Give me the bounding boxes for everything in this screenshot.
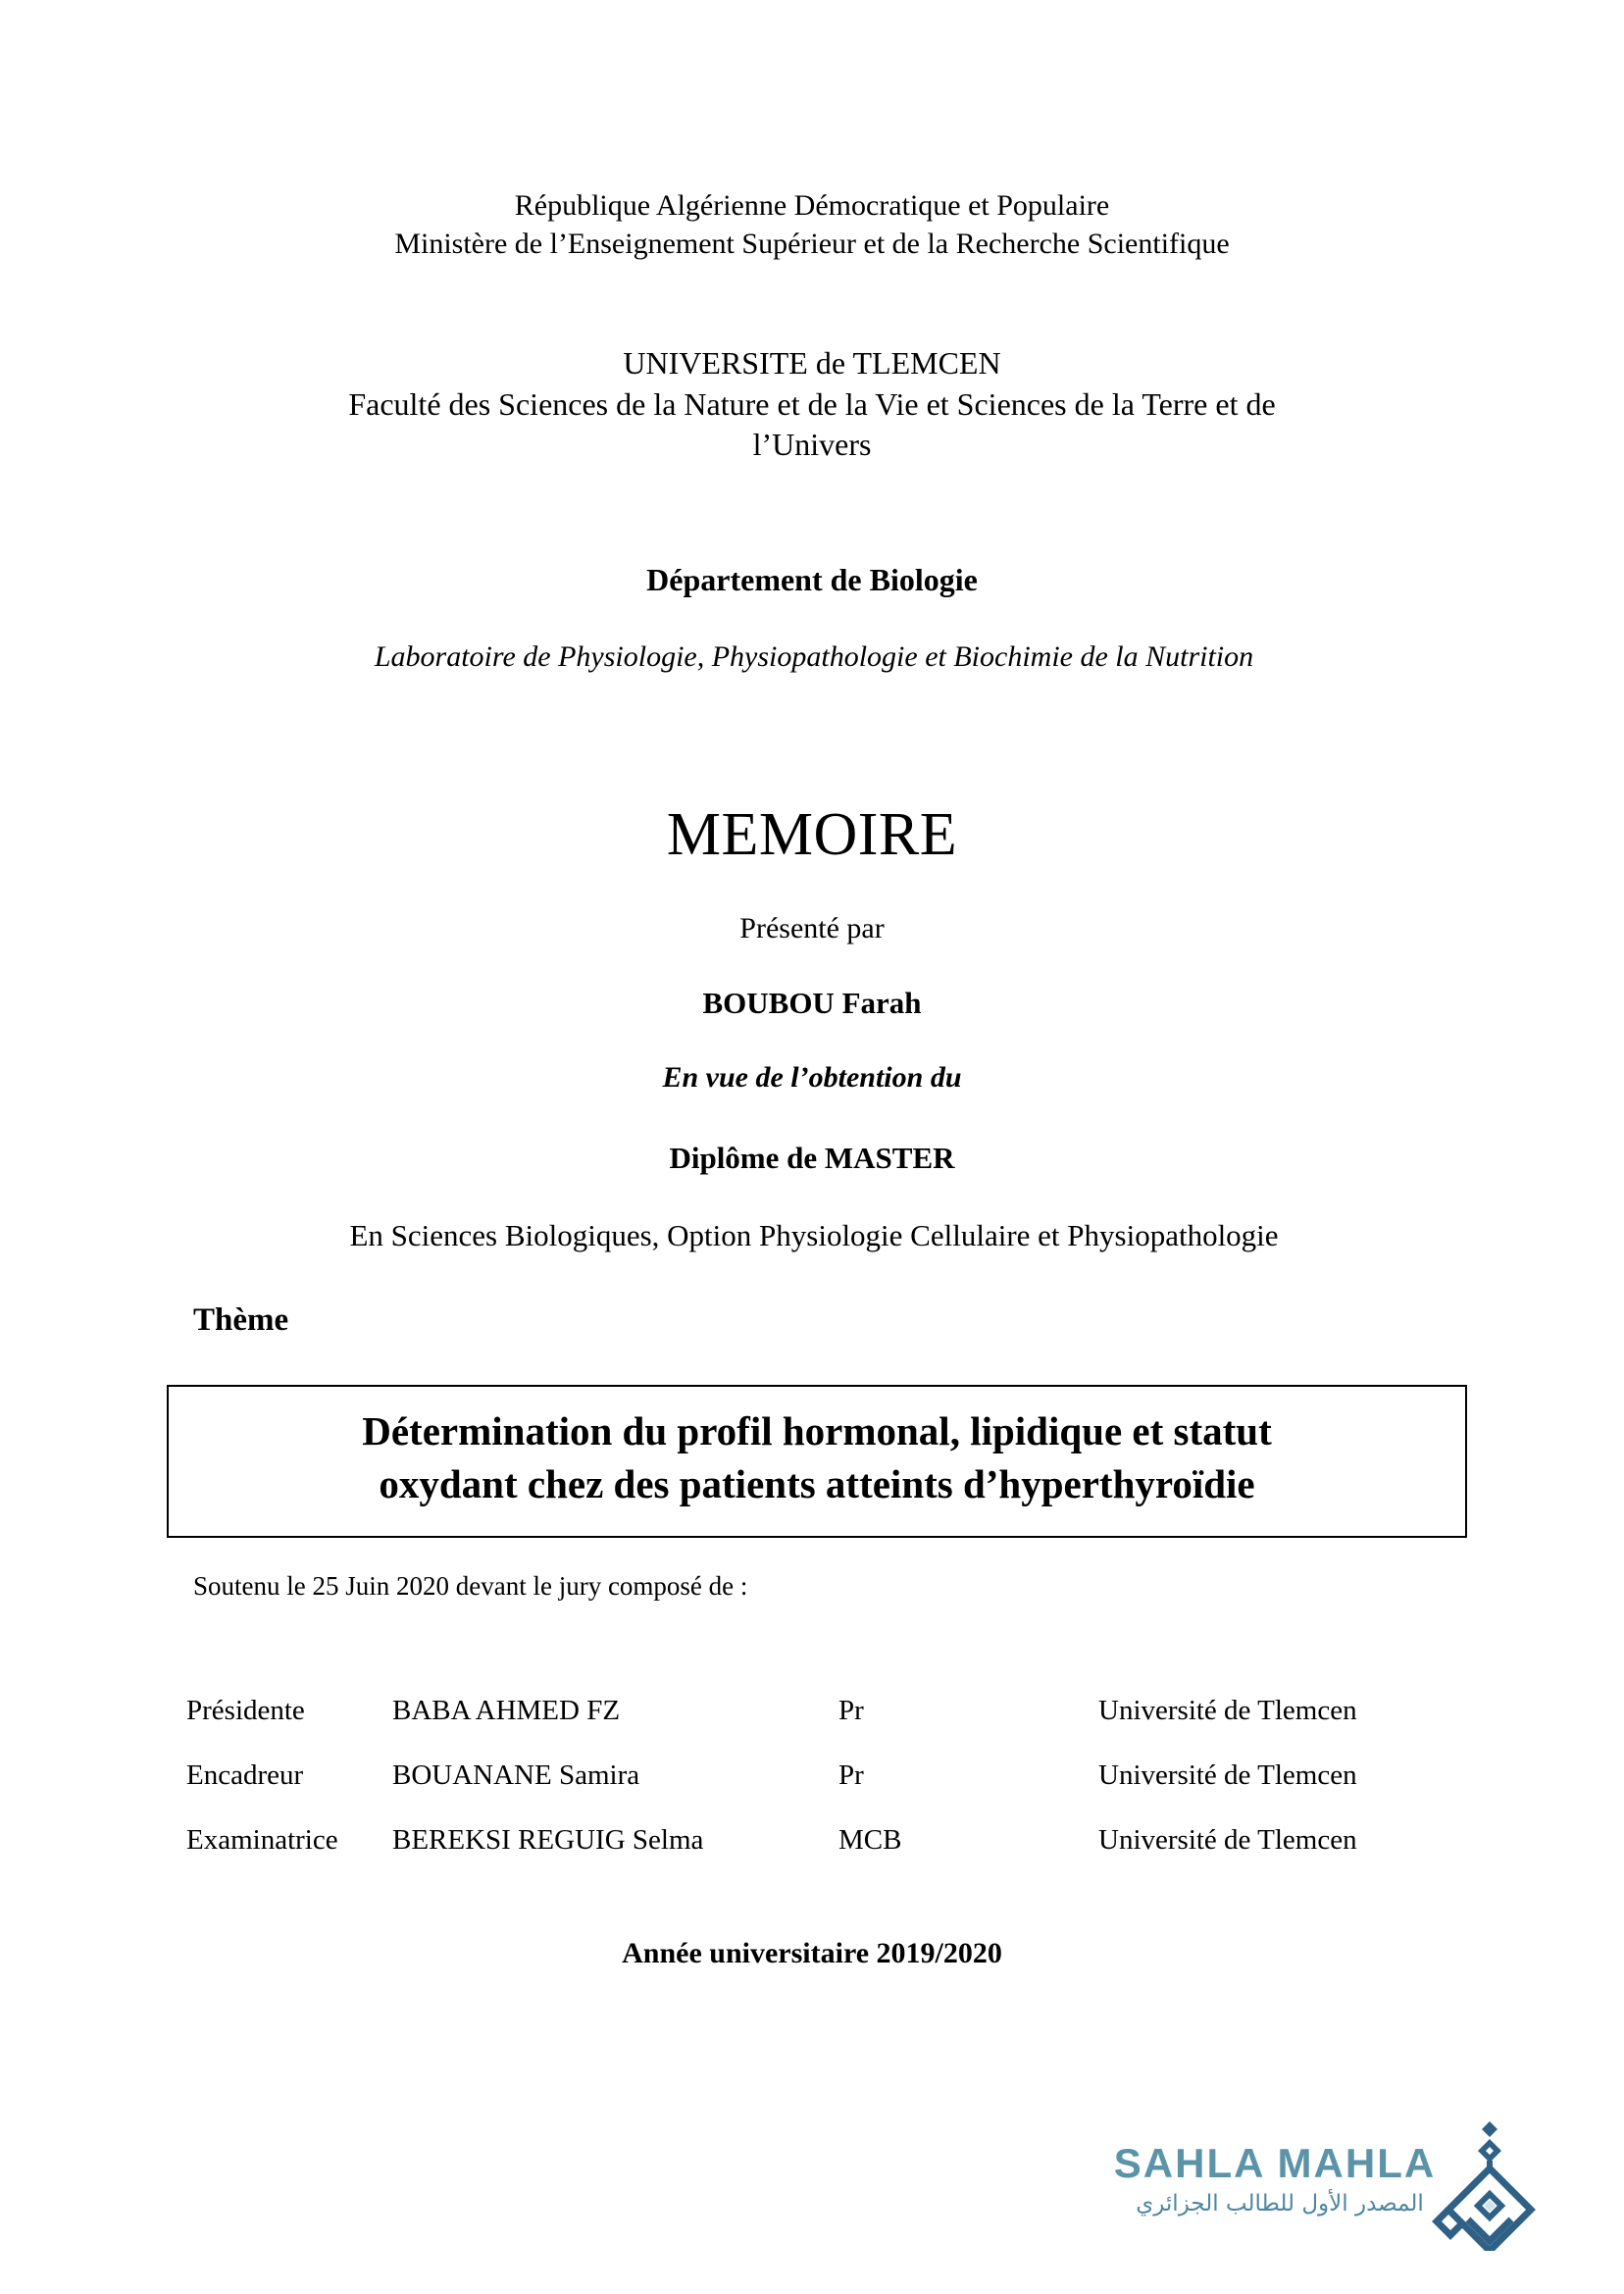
specialty-line: En Sciences Biologiques, Option Physiologie Cellulaire et Physiopathologie <box>349 1218 1279 1252</box>
table-row <box>186 1695 1422 1759</box>
ministry-line: Ministère de l’Enseignement Supérieur et de la Recherche Scientifique <box>394 228 1230 260</box>
document-type-heading: MEMOIRE <box>666 801 958 868</box>
jury-grade: MCB <box>838 1824 902 1856</box>
logo-arabic-tagline: المصدر الأول للطالب الجزائري <box>1136 2191 1424 2217</box>
thesis-title-line-1: Détermination du profil hormonal, lipidique et statut <box>362 1408 1272 1453</box>
jury-name: BOUANANE Samira <box>392 1759 640 1791</box>
thesis-title-box <box>167 1385 1467 1538</box>
university-header <box>194 343 1430 466</box>
diamond-ornament-icon <box>1429 2114 1537 2251</box>
academic-year: Année universitaire 2019/2020 <box>622 1937 1002 1969</box>
thesis-title-line-2: oxydant chez des patients atteints d’hyperthyroïdie <box>379 1461 1255 1507</box>
faculty-line-2: l’Univers <box>752 427 872 463</box>
jury-table <box>186 1695 1422 1889</box>
jury-table-body <box>186 1695 1422 1889</box>
jury-grade: Pr <box>838 1695 864 1726</box>
jury-role: Examinatrice <box>186 1824 338 1856</box>
republic-line: République Algérienne Démocratique et Populaire <box>514 189 1110 222</box>
in-view-of-label: En vue de l’obtention du <box>662 1061 962 1094</box>
sahla-mahla-watermark <box>1113 2114 1545 2251</box>
table-row <box>186 1824 1422 1889</box>
defense-note: Soutenu le 25 Juin 2020 devant le jury composé de : <box>193 1571 748 1601</box>
faculty-line-1: Faculté des Sciences de la Nature et de la Vie et Sciences de la Terre et de <box>348 385 1276 422</box>
jury-institution: Université de Tlemcen <box>1098 1759 1357 1791</box>
jury-role: Encadreur <box>186 1759 304 1791</box>
laboratory-name: Laboratoire de Physiologie, Physiopathologie et Biochimie de la Nutrition <box>374 640 1254 673</box>
jury-institution: Université de Tlemcen <box>1098 1824 1357 1856</box>
jury-grade: Pr <box>838 1759 864 1791</box>
jury-role: Présidente <box>186 1695 305 1726</box>
department-name: Département de Biologie <box>646 562 978 597</box>
theme-label: Thème <box>193 1302 289 1338</box>
jury-institution: Université de Tlemcen <box>1098 1695 1357 1726</box>
logo-wordmark: SAHLA MAHLA <box>1113 2140 1437 2186</box>
degree-name: Diplôme de MASTER <box>669 1141 955 1175</box>
author-name: BOUBOU Farah <box>702 986 922 1020</box>
university-name: UNIVERSITE de TLEMCEN <box>623 345 1001 381</box>
jury-name: BABA AHMED FZ <box>392 1695 621 1726</box>
table-row <box>186 1759 1422 1824</box>
presented-by-label: Présenté par <box>739 912 885 944</box>
jury-name: BEREKSI REGUIG Selma <box>392 1824 704 1856</box>
ministry-header <box>194 186 1430 263</box>
